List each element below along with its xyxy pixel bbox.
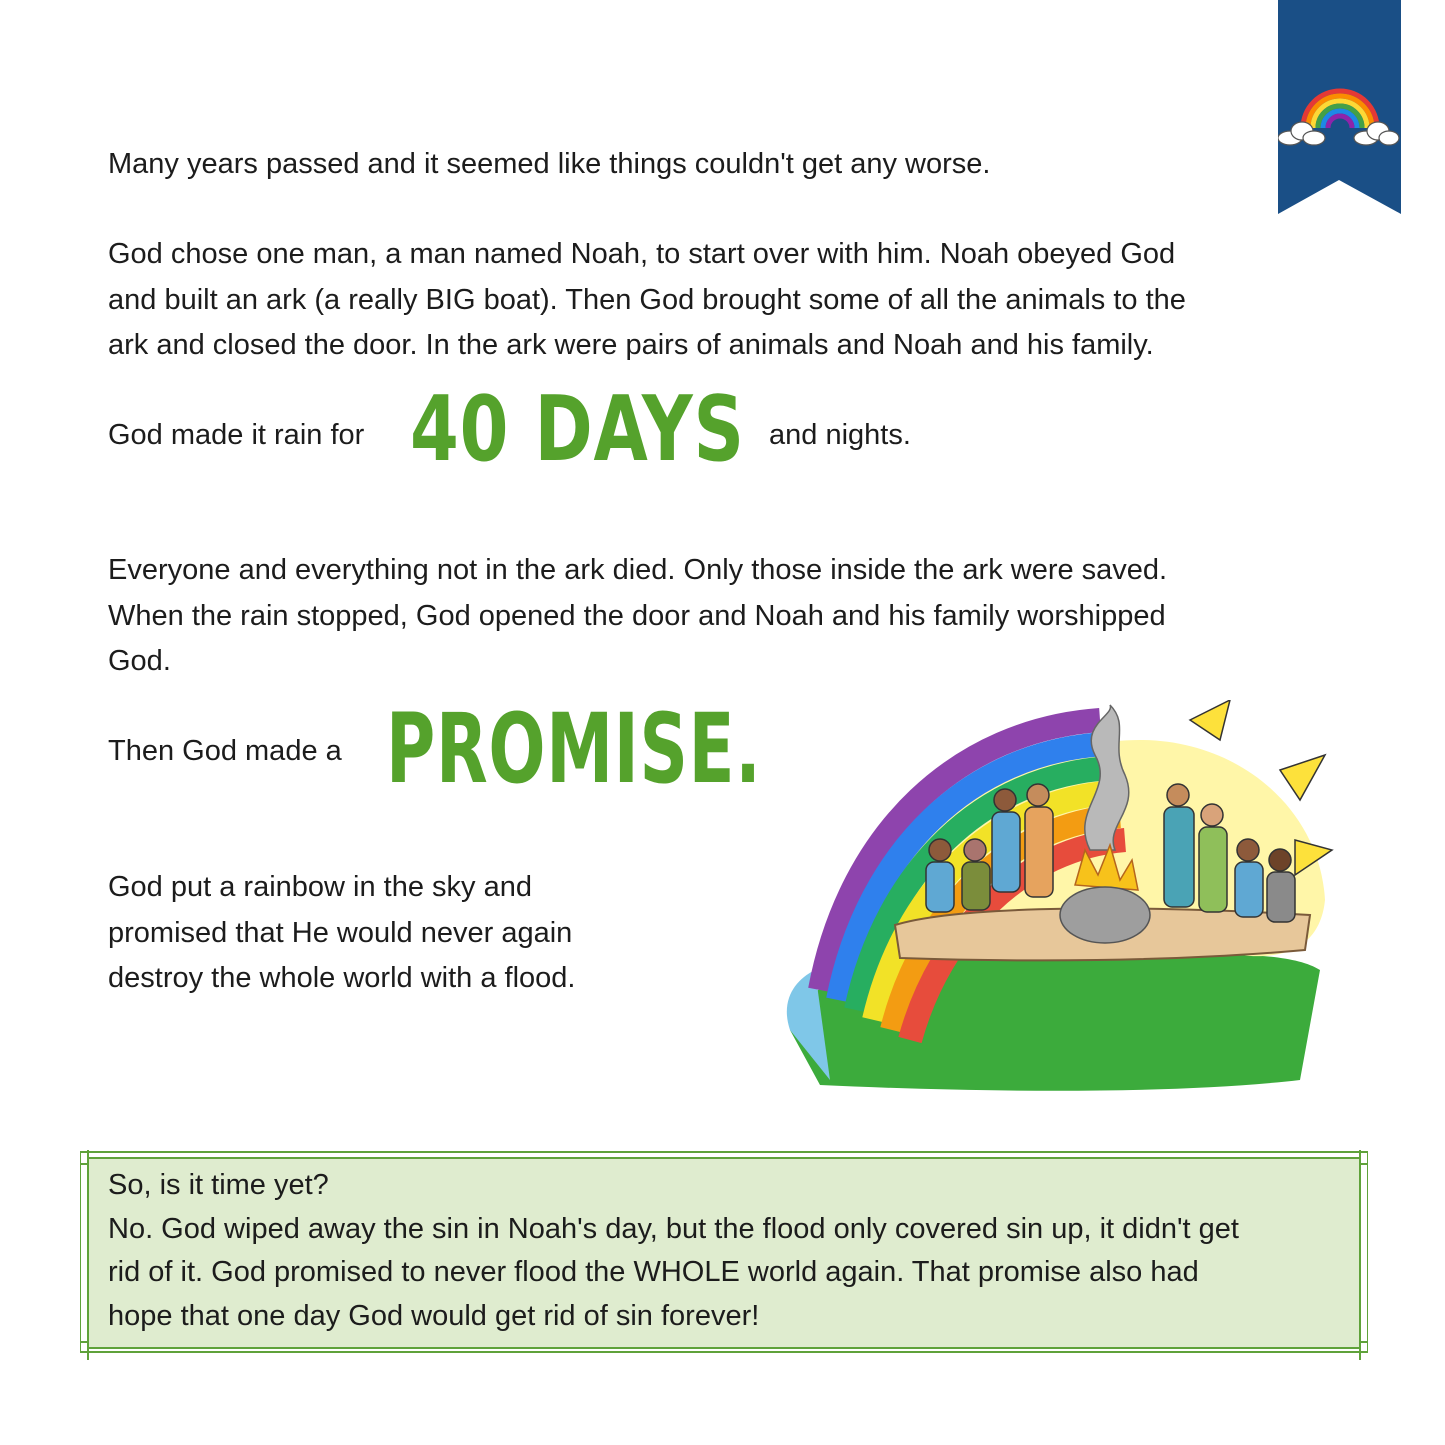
text-line: promised that He would never again [108,916,573,949]
story-paragraph-rainbow [108,865,668,1002]
text-line: rid of it. God promised to never flood the WHOLE world again. That promise also had [108,1256,1199,1288]
text-line: Everyone and everything not in the ark died. Only those inside the ark were saved. [108,554,1168,586]
note-question: So, is it time yet? [108,1169,329,1201]
rain-label: God made it rain for [108,419,365,451]
forty-days-heading: 40 DAYS [410,377,745,482]
text-line: God. [108,645,171,677]
text-line: God chose one man, a man named Noah, to start over with him. Noah obeyed God [108,238,1176,270]
promise-heading: PROMISE. [386,693,762,805]
text-line: and built an ark (a really BIG boat). Then God brought some of all the animals to the [108,283,1186,316]
text-line: God put a rainbow in the sky and [108,871,532,903]
story-paragraph-flood [108,548,1308,685]
noah-rainbow-illustration [720,700,1335,1095]
note-box [80,1150,1368,1355]
nights-label: and nights. [769,419,911,451]
text-line: No. God wiped away the sin in Noah's day, but the flood only covered sin up, it didn't get [108,1212,1239,1245]
promise-label: Then God made a [108,735,342,767]
text-line: destroy the whole world with a flood. [108,962,576,994]
story-paragraph-years: Many years passed and it seemed like things couldn't get any worse. [108,148,991,180]
text-line: When the rain stopped, God opened the door and Noah and his family worshipped [108,599,1166,632]
text-line: ark and closed the door. In the ark were pairs of animals and Noah and his family. [108,329,1154,361]
note-text [108,1164,1348,1338]
text-line: hope that one day God would get rid of sin forever! [108,1299,760,1332]
story-paragraph-noah [108,232,1308,369]
